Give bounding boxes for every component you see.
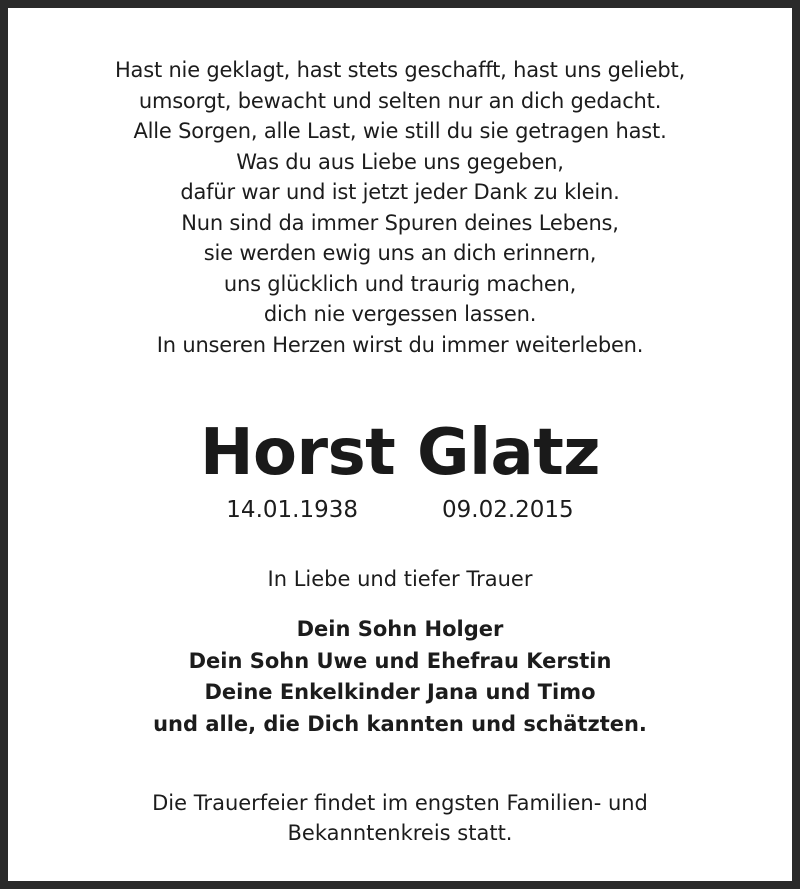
family-member: und alle, die Dich kannten und schätzten. <box>153 711 647 736</box>
poem-line: dich nie vergessen lassen. <box>263 302 537 326</box>
poem-line: sie werden ewig uns an dich erinnern, <box>203 241 597 265</box>
notice-line: Bekanntenkreis statt. <box>287 821 513 845</box>
birth-date: 14.01.1938 <box>226 497 358 523</box>
deceased-name: Horst Glatz <box>199 416 601 490</box>
poem-line: umsorgt, bewacht und selten nur an dich gedacht. <box>138 88 662 113</box>
family-member: Dein Sohn Uwe und Ehefrau Kerstin <box>188 648 612 673</box>
poem-line: Alle Sorgen, alle Last, wie still du sie getragen hast. <box>133 119 667 143</box>
family-list <box>8 614 792 740</box>
mourning-line: In Liebe und tiefer Trauer <box>267 567 533 591</box>
poem-line: uns glücklich und traurig machen, <box>223 271 577 296</box>
poem-line: Nun sind da immer Spuren deines Lebens, <box>181 210 619 235</box>
poem <box>8 55 792 360</box>
poem-line: Hast nie geklagt, hast stets geschafft, hast uns geliebt, <box>114 58 686 82</box>
life-dates <box>8 494 792 526</box>
death-date: 09.02.2015 <box>442 497 574 523</box>
poem-line: dafür war und ist jetzt jeder Dank zu klein. <box>180 180 620 204</box>
family-member: Deine Enkelkinder Jana und Timo <box>204 680 596 704</box>
poem-line: Was du aus Liebe uns gegeben, <box>236 149 564 174</box>
poem-line: In unseren Herzen wirst du immer weiterleben. <box>156 332 644 357</box>
funeral-notice <box>8 788 792 848</box>
notice-line: Die Trauerfeier findet im engsten Familien- und <box>152 791 648 815</box>
family-member: Dein Sohn Holger <box>296 617 504 641</box>
